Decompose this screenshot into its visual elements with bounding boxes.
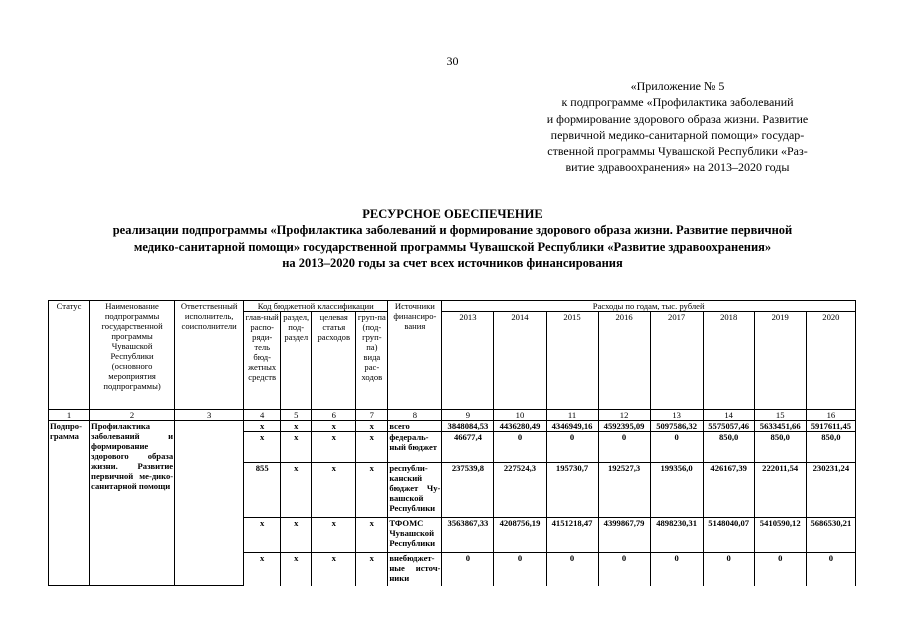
expense-value-cell: 0 — [546, 553, 598, 586]
expense-value-cell: 227524,3 — [494, 463, 546, 518]
section-code-cell: x — [281, 518, 312, 553]
header-year: 2019 — [754, 312, 806, 410]
expense-value-cell: 0 — [494, 432, 546, 463]
header-year: 2015 — [546, 312, 598, 410]
expense-value-cell: 5410590,12 — [754, 518, 806, 553]
column-number: 8 — [388, 410, 442, 421]
funding-source-cell: всего — [388, 421, 442, 432]
funding-source-cell: федераль-ный бюджет — [388, 432, 442, 463]
expense-value-cell: 5097586,32 — [650, 421, 703, 432]
expense-value-cell: 0 — [650, 553, 703, 586]
expense-value-cell: 5575057,46 — [703, 421, 754, 432]
title-line: реализации подпрограммы «Профилактика заболеваний и формирование здорового образа жизни. Развитие первичной — [112, 223, 793, 238]
target-article-code-cell: x — [312, 553, 356, 586]
expense-group-code-cell: x — [356, 518, 388, 553]
funding-source-cell: республи-канский бюджет Чу-вашской Республики — [388, 463, 442, 518]
header-year: 2020 — [806, 312, 855, 410]
expense-value-cell: 0 — [754, 553, 806, 586]
column-number: 14 — [703, 410, 754, 421]
header-sources: Источники финансиро-вания — [388, 301, 442, 410]
program-name-cell: Профилактика заболеваний и формирование здорового образа жизни. Развитие первичной ме-дико-санитарной помощи — [90, 421, 175, 586]
expense-value-cell: 850,0 — [754, 432, 806, 463]
expense-value-cell: 46677,4 — [442, 432, 494, 463]
target-article-code-cell: x — [312, 518, 356, 553]
header-status: Статус — [49, 301, 90, 410]
target-article-code-cell: x — [312, 463, 356, 518]
expense-value-cell: 0 — [546, 432, 598, 463]
column-number: 15 — [754, 410, 806, 421]
header-expenses: Расходы по годам, тыс. рублей — [442, 301, 856, 312]
column-number: 7 — [356, 410, 388, 421]
header-expense-group: груп-па (под-груп-па) вида рас-ходов — [356, 312, 388, 410]
expense-group-code-cell: x — [356, 463, 388, 518]
appendix-line: витие здравоохранения» на 2013–2020 годы — [565, 160, 790, 175]
table-data — [49, 421, 856, 586]
appendix-line: и формирование здорового образа жизни. Развитие — [546, 111, 809, 126]
expense-value-cell: 4399867,79 — [598, 518, 650, 553]
header-year: 2018 — [703, 312, 754, 410]
column-number: 13 — [650, 410, 703, 421]
expense-value-cell: 199356,0 — [650, 463, 703, 518]
expense-value-cell: 4592395,09 — [598, 421, 650, 432]
column-number-row — [49, 410, 856, 421]
section-code-cell: x — [281, 432, 312, 463]
column-number: 12 — [598, 410, 650, 421]
column-number: 1 — [49, 410, 90, 421]
header-budget-code: Код бюджетной классификации — [244, 301, 388, 312]
expense-value-cell: 222011,54 — [754, 463, 806, 518]
expense-value-cell: 0 — [494, 553, 546, 586]
expense-value-cell: 195730,7 — [546, 463, 598, 518]
target-article-code-cell: x — [312, 432, 356, 463]
expense-value-cell: 0 — [598, 553, 650, 586]
expense-group-code-cell: x — [356, 421, 388, 432]
expense-value-cell: 0 — [442, 553, 494, 586]
title-line: на 2013–2020 годы за счет всех источников финансирования — [282, 255, 623, 270]
expense-value-cell: 3563867,33 — [442, 518, 494, 553]
expense-value-cell: 4151218,47 — [546, 518, 598, 553]
expense-value-cell: 426167,39 — [703, 463, 754, 518]
appendix-note — [520, 78, 835, 176]
resource-table — [48, 300, 856, 586]
column-number: 10 — [494, 410, 546, 421]
column-number: 9 — [442, 410, 494, 421]
main-manager-code-cell: x — [244, 553, 281, 586]
expense-value-cell: 237539,8 — [442, 463, 494, 518]
header-year: 2014 — [494, 312, 546, 410]
header-row — [49, 301, 856, 312]
main-manager-code-cell: x — [244, 421, 281, 432]
header-year: 2017 — [650, 312, 703, 410]
expense-value-cell: 5917611,45 — [806, 421, 855, 432]
expense-value-cell: 4436280,49 — [494, 421, 546, 432]
section-code-cell: x — [281, 421, 312, 432]
section-code-cell: x — [281, 463, 312, 518]
expense-value-cell: 5686530,21 — [806, 518, 855, 553]
appendix-line: первичной медико-санитарной помощи» государ- — [550, 127, 805, 142]
column-number: 3 — [175, 410, 244, 421]
expense-value-cell: 850,0 — [703, 432, 754, 463]
table-row — [49, 421, 856, 432]
expense-value-cell: 3848084,53 — [442, 421, 494, 432]
section-code-cell: x — [281, 553, 312, 586]
header-section: раздел, под-раздел — [281, 312, 312, 410]
status-cell: Подпро-грамма — [49, 421, 90, 586]
header-main-manager: глав-ный распо-ряди-тель бюд-жетных средств — [244, 312, 281, 410]
expense-group-code-cell: x — [356, 432, 388, 463]
column-number: 16 — [806, 410, 855, 421]
expense-value-cell: 4346949,16 — [546, 421, 598, 432]
header-target-article: целевая статья расходов — [312, 312, 356, 410]
funding-source-cell: ТФОМС Чувашской Республики — [388, 518, 442, 553]
column-number: 5 — [281, 410, 312, 421]
expense-value-cell: 230231,24 — [806, 463, 855, 518]
expense-value-cell: 0 — [650, 432, 703, 463]
expense-value-cell: 5148040,07 — [703, 518, 754, 553]
column-number: 2 — [90, 410, 175, 421]
expense-value-cell: 4208756,19 — [494, 518, 546, 553]
expense-value-cell: 0 — [703, 553, 754, 586]
header-responsible: Ответственный исполнитель, соисполнители — [175, 301, 244, 410]
expense-value-cell: 850,0 — [806, 432, 855, 463]
page-number: 30 — [446, 54, 459, 68]
main-manager-code-cell: x — [244, 432, 281, 463]
column-number: 11 — [546, 410, 598, 421]
appendix-line: «Приложение № 5 — [630, 79, 725, 93]
main-manager-code-cell: 855 — [244, 463, 281, 518]
column-number: 4 — [244, 410, 281, 421]
column-number: 6 — [312, 410, 356, 421]
target-article-code-cell: x — [312, 421, 356, 432]
expense-group-code-cell: x — [356, 553, 388, 586]
expense-value-cell: 0 — [806, 553, 855, 586]
title-heading: РЕСУРСНОЕ ОБЕСПЕЧЕНИЕ — [362, 207, 543, 221]
main-manager-code-cell: x — [244, 518, 281, 553]
document-title — [40, 206, 865, 271]
header-year: 2016 — [598, 312, 650, 410]
header-name: Наименование подпрограммы государственной программы Чувашской Республики (основного мероприятия подпрограммы) — [90, 301, 175, 410]
expense-value-cell: 192527,3 — [598, 463, 650, 518]
appendix-line: к подпрограмме «Профилактика заболеваний — [561, 95, 794, 110]
expense-value-cell: 4898230,31 — [650, 518, 703, 553]
responsible-cell — [175, 421, 244, 586]
expense-value-cell: 0 — [598, 432, 650, 463]
title-line: медико-санитарной помощи» государственной программы Чувашской Республики «Развитие здравоохранения» — [133, 239, 772, 254]
appendix-line: ственной программы Чувашской Республики «Раз- — [547, 144, 808, 159]
funding-source-cell: внебюджет-ные источ-ники — [388, 553, 442, 586]
header-year: 2013 — [442, 312, 494, 410]
expense-value-cell: 5633451,66 — [754, 421, 806, 432]
